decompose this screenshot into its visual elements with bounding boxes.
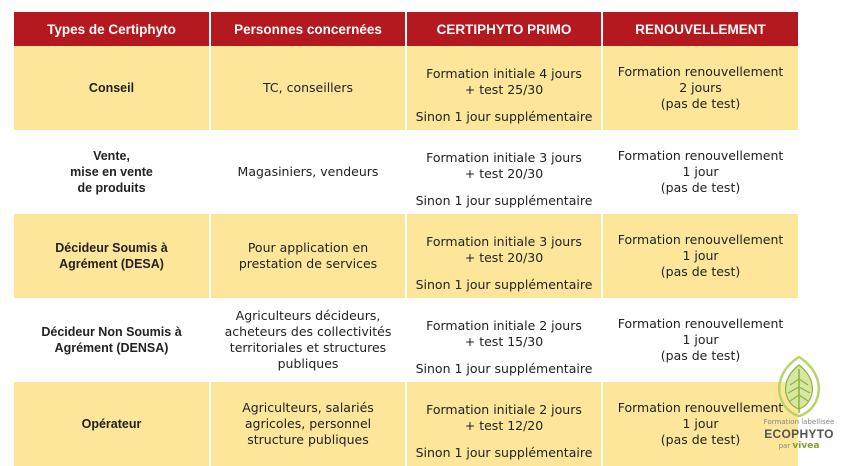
row-type: Conseil (14, 46, 210, 130)
row-people: Pour application en prestation de services (210, 214, 406, 298)
row-primo (406, 298, 602, 382)
row-people: Magasiniers, vendeurs (210, 130, 406, 214)
primo-main: Formation initiale 3 jours + test 20/30 (426, 150, 582, 181)
logo-tagline: Formation labellisée (763, 418, 835, 426)
table-row (14, 382, 798, 466)
header-personnes: Personnes concernées (210, 12, 406, 46)
row-people: Agriculteurs, salariés agricoles, personnel structure publiques (210, 382, 406, 466)
primo-extra: Sinon 1 jour supplémentaire (415, 109, 593, 124)
row-renewal: Formation renouvellement 2 jours (pas de test) (602, 46, 798, 130)
header-primo: CERTIPHYTO PRIMO (406, 12, 602, 46)
table-row (14, 130, 798, 214)
primo-extra: Sinon 1 jour supplémentaire (415, 445, 593, 460)
primo-main: Formation initiale 3 jours + test 20/30 (426, 234, 582, 265)
row-type: Décideur Non Soumis à Agrément (DENSA) (14, 298, 210, 382)
row-people: TC, conseillers (210, 46, 406, 130)
logo-par: par (778, 442, 791, 450)
primo-main: Formation initiale 2 jours + test 12/20 (426, 402, 582, 433)
primo-main: Formation initiale 4 jours + test 25/30 (426, 66, 582, 97)
row-type: Décideur Soumis à Agrément (DESA) (14, 214, 210, 298)
row-primo (406, 46, 602, 130)
ecophyto-logo (752, 355, 846, 450)
table-row (14, 214, 798, 298)
row-primo (406, 130, 602, 214)
primo-extra: Sinon 1 jour supplémentaire (415, 361, 593, 376)
header-types: Types de Certiphyto (14, 12, 210, 46)
leaf-icon (752, 355, 846, 417)
primo-extra: Sinon 1 jour supplémentaire (415, 277, 593, 292)
header-renouvellement: RENOUVELLEMENT (602, 12, 798, 46)
row-renewal: Formation renouvellement 1 jour (pas de test) (602, 382, 798, 466)
row-renewal: Formation renouvellement 1 jour (pas de test) (602, 130, 798, 214)
table-row (14, 46, 798, 130)
logo-brand: ECOPHYTO (764, 427, 834, 441)
row-primo (406, 382, 602, 466)
row-people: Agriculteurs décideurs, acheteurs des collectivités territoriales et structures publiques (210, 298, 406, 382)
row-renewal: Formation renouvellement 1 jour (pas de test) (602, 298, 798, 382)
table-row (14, 298, 798, 382)
logo-vivea: vivea (792, 441, 820, 451)
row-type: Opérateur (14, 382, 210, 466)
primo-extra: Sinon 1 jour supplémentaire (415, 193, 593, 208)
certiphyto-table (14, 12, 798, 466)
primo-main: Formation initiale 2 jours + test 15/30 (426, 318, 582, 349)
row-type: Vente, mise en vente de produits (14, 130, 210, 214)
row-renewal: Formation renouvellement 1 jour (pas de test) (602, 214, 798, 298)
table-header-row (14, 12, 798, 46)
row-primo (406, 214, 602, 298)
